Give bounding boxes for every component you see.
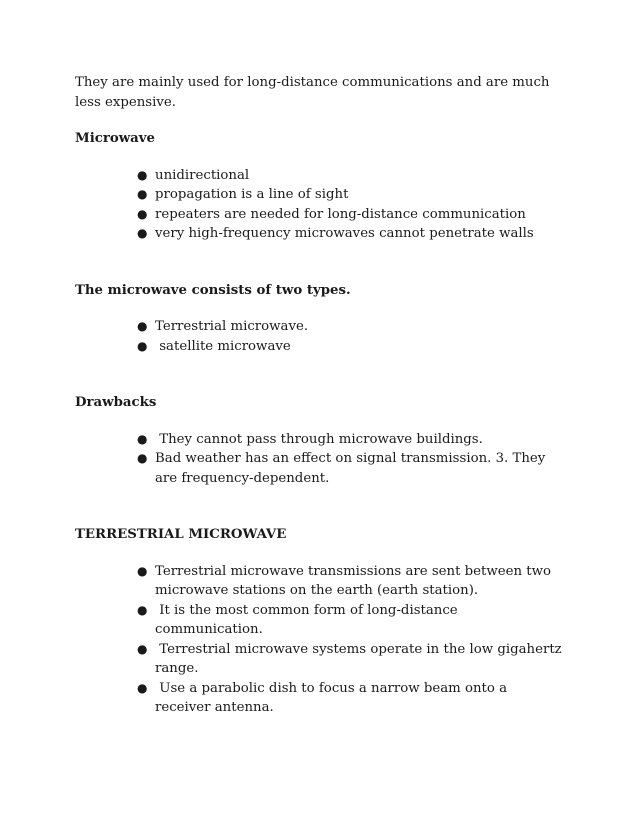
list-item: ● satellite microwave [137, 337, 565, 357]
bullet-icon: ● [137, 431, 148, 446]
types-list [75, 317, 565, 356]
bullet-icon: ● [137, 187, 148, 201]
bullet-icon: ● [137, 226, 148, 240]
list-item: ● propagation is a line of sight [137, 185, 565, 205]
section-heading-drawbacks: Drawbacks [75, 395, 157, 410]
bullet-icon: ● [137, 167, 148, 182]
document-body [75, 73, 565, 718]
section-heading-types: The microwave consists of two types. [75, 282, 351, 298]
terrestrial-list [75, 562, 565, 718]
microwave-list [75, 166, 565, 244]
list-item: ● Terrestrial microwave transmissions are sent between two microwave stations on the earth (earth station). [137, 563, 552, 598]
bullet-icon: ● [137, 602, 148, 617]
list-item: ● unidirectional [137, 166, 565, 186]
bullet-icon: ● [137, 451, 148, 465]
list-item: ● They cannot pass through microwave buildings. [137, 430, 565, 450]
list-item: ● Terrestrial microwave. [137, 317, 565, 337]
bullet-icon: ● [137, 641, 148, 656]
section-heading-terrestrial: TERRESTRIAL MICROWAVE [75, 527, 287, 542]
list-item: ● Terrestrial microwave systems operate in the low gigahertz range. [137, 641, 566, 676]
bullet-icon: ● [137, 206, 148, 221]
list-item: ● repeaters are needed for long-distance communication [137, 205, 565, 225]
list-item: ● Use a parabolic dish to focus a narrow beam onto a receiver antenna. [137, 680, 512, 715]
bullet-icon: ● [137, 680, 148, 695]
list-item: ● Bad weather has an effect on signal transmission. 3. They are frequency-dependent. [137, 451, 546, 486]
bullet-icon: ● [137, 319, 148, 333]
section-heading-microwave: Microwave [75, 131, 155, 146]
bullet-icon: ● [137, 563, 148, 578]
bullet-icon: ● [137, 338, 148, 353]
intro-paragraph: They are mainly used for long-distance communications and are much less expensive. [75, 75, 550, 110]
list-item: ● very high-frequency microwaves cannot penetrate walls [137, 224, 565, 244]
drawbacks-list [75, 430, 565, 489]
list-item: ● It is the most common form of long-distance communication. [137, 602, 462, 637]
